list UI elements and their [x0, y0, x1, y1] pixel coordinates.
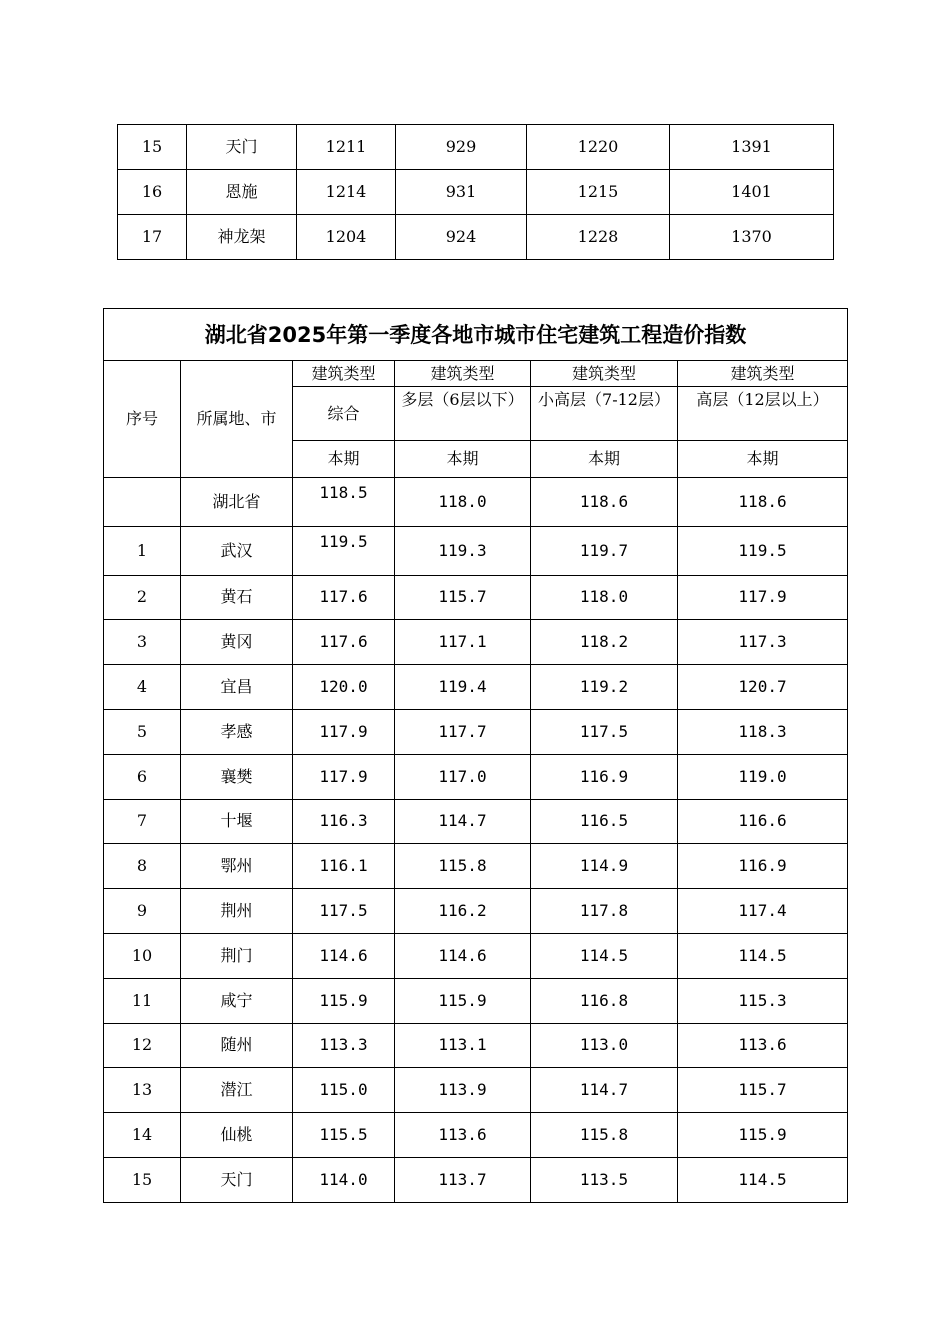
header-type-highrise: 高层（12层以上）: [678, 387, 848, 441]
row-value: 114.9: [531, 844, 678, 889]
row-value: 118.2: [531, 620, 678, 665]
row-city: 十堰: [181, 799, 293, 844]
table-row: [104, 1068, 848, 1113]
top-data-table: [117, 124, 834, 260]
header-period: 本期: [395, 441, 531, 478]
row-number: 15: [118, 125, 187, 170]
row-value: 115.7: [395, 575, 531, 620]
row-value: 119.3: [395, 526, 531, 575]
price-index-table: [103, 308, 848, 1203]
row-value: 1228: [527, 215, 670, 260]
row-value: 929: [396, 125, 527, 170]
header-period: 本期: [293, 441, 395, 478]
row-value: 116.1: [293, 844, 395, 889]
row-city: 鄂州: [181, 844, 293, 889]
row-value: 114.0: [293, 1157, 395, 1202]
row-value: 115.8: [531, 1113, 678, 1158]
row-value: 114.5: [678, 1157, 848, 1202]
row-value: 117.9: [293, 709, 395, 754]
row-city: 孝感: [181, 709, 293, 754]
row-value: 1214: [297, 170, 396, 215]
row-number: 6: [104, 754, 181, 799]
row-number: 14: [104, 1113, 181, 1158]
table-row: [104, 1113, 848, 1158]
table-row: [118, 215, 834, 260]
row-value: 113.6: [395, 1113, 531, 1158]
row-value: 113.9: [395, 1068, 531, 1113]
row-value: 119.5: [293, 526, 395, 575]
row-number: 16: [118, 170, 187, 215]
row-value: 1215: [527, 170, 670, 215]
row-city: 天门: [181, 1157, 293, 1202]
header-period: 本期: [531, 441, 678, 478]
row-city: 黄冈: [181, 620, 293, 665]
row-value: 116.2: [395, 889, 531, 934]
header-period: 本期: [678, 441, 848, 478]
row-number: 15: [104, 1157, 181, 1202]
row-city: 武汉: [181, 526, 293, 575]
row-value: 113.5: [531, 1157, 678, 1202]
header-type-composite: 综合: [293, 387, 395, 441]
row-value: 117.5: [293, 889, 395, 934]
table-row: [104, 665, 848, 710]
row-value: 118.3: [678, 709, 848, 754]
row-city: 黄石: [181, 575, 293, 620]
row-value: 120.0: [293, 665, 395, 710]
row-value: 118.6: [531, 478, 678, 527]
row-value: 117.1: [395, 620, 531, 665]
row-value: 120.7: [678, 665, 848, 710]
row-value: 116.9: [531, 754, 678, 799]
row-value: 1370: [670, 215, 834, 260]
row-value: 114.5: [678, 933, 848, 978]
row-value: 116.6: [678, 799, 848, 844]
row-number: 13: [104, 1068, 181, 1113]
row-value: 115.3: [678, 978, 848, 1023]
row-number: 7: [104, 799, 181, 844]
row-value: 114.7: [531, 1068, 678, 1113]
table-row: [104, 526, 848, 575]
row-number: 4: [104, 665, 181, 710]
row-value: 116.8: [531, 978, 678, 1023]
row-value: 115.7: [678, 1068, 848, 1113]
row-value: 1401: [670, 170, 834, 215]
row-city: 荆门: [181, 933, 293, 978]
row-value: 118.5: [293, 478, 395, 527]
row-city: 湖北省: [181, 478, 293, 527]
row-city: 潜江: [181, 1068, 293, 1113]
row-city: 宜昌: [181, 665, 293, 710]
table-row: [104, 933, 848, 978]
row-value: 115.8: [395, 844, 531, 889]
row-value: 117.6: [293, 620, 395, 665]
row-number: 9: [104, 889, 181, 934]
row-value: 119.7: [531, 526, 678, 575]
row-number: 12: [104, 1023, 181, 1068]
row-value: 119.2: [531, 665, 678, 710]
row-city: 仙桃: [181, 1113, 293, 1158]
row-city: 天门: [187, 125, 297, 170]
table-row: [104, 978, 848, 1023]
header-type-label: 建筑类型: [678, 361, 848, 387]
row-value: 114.7: [395, 799, 531, 844]
header-type-midrise: 小高层（7-12层）: [531, 387, 678, 441]
row-value: 117.5: [531, 709, 678, 754]
header-type-label: 建筑类型: [531, 361, 678, 387]
row-city: 随州: [181, 1023, 293, 1068]
row-value: 1391: [670, 125, 834, 170]
row-value: 118.0: [395, 478, 531, 527]
table-row: [104, 620, 848, 665]
table-row: [118, 170, 834, 215]
row-number: 11: [104, 978, 181, 1023]
table-row: [104, 1157, 848, 1202]
header-region: 所属地、市: [181, 361, 293, 478]
row-number: 1: [104, 526, 181, 575]
row-value: 113.1: [395, 1023, 531, 1068]
row-value: 116.3: [293, 799, 395, 844]
row-value: 117.7: [395, 709, 531, 754]
row-value: 116.9: [678, 844, 848, 889]
row-value: 119.4: [395, 665, 531, 710]
row-number: 5: [104, 709, 181, 754]
row-city: 襄樊: [181, 754, 293, 799]
row-value: 116.5: [531, 799, 678, 844]
table-row: [118, 125, 834, 170]
row-value: 119.0: [678, 754, 848, 799]
row-value: 117.8: [531, 889, 678, 934]
row-value: 117.0: [395, 754, 531, 799]
row-value: 114.6: [293, 933, 395, 978]
row-value: 113.0: [531, 1023, 678, 1068]
table-title: 湖北省2025年第一季度各地市城市住宅建筑工程造价指数: [104, 309, 848, 361]
row-value: 924: [396, 215, 527, 260]
row-value: 117.9: [678, 575, 848, 620]
row-number: 2: [104, 575, 181, 620]
row-value: 1204: [297, 215, 396, 260]
row-value: 115.9: [293, 978, 395, 1023]
row-value: 117.3: [678, 620, 848, 665]
row-value: 113.3: [293, 1023, 395, 1068]
row-value: 114.5: [531, 933, 678, 978]
table-row: [104, 799, 848, 844]
row-city: 咸宁: [181, 978, 293, 1023]
table-row: [104, 478, 848, 527]
header-type-label: 建筑类型: [395, 361, 531, 387]
row-value: 117.4: [678, 889, 848, 934]
row-value: 113.7: [395, 1157, 531, 1202]
table-row: [104, 709, 848, 754]
row-value: 1211: [297, 125, 396, 170]
row-value: 113.6: [678, 1023, 848, 1068]
header-type-label: 建筑类型: [293, 361, 395, 387]
row-value: 1220: [527, 125, 670, 170]
row-number: [104, 478, 181, 527]
row-city: 神龙架: [187, 215, 297, 260]
table-row: [104, 1023, 848, 1068]
row-value: 115.0: [293, 1068, 395, 1113]
row-city: 恩施: [187, 170, 297, 215]
row-value: 119.5: [678, 526, 848, 575]
row-value: 115.9: [678, 1113, 848, 1158]
row-value: 117.6: [293, 575, 395, 620]
table-row: [104, 575, 848, 620]
row-city: 荆州: [181, 889, 293, 934]
row-value: 118.0: [531, 575, 678, 620]
row-value: 931: [396, 170, 527, 215]
row-value: 115.5: [293, 1113, 395, 1158]
row-number: 17: [118, 215, 187, 260]
row-number: 8: [104, 844, 181, 889]
row-value: 115.9: [395, 978, 531, 1023]
row-number: 10: [104, 933, 181, 978]
table-row: [104, 844, 848, 889]
row-number: 3: [104, 620, 181, 665]
row-value: 117.9: [293, 754, 395, 799]
table-row: [104, 754, 848, 799]
header-seq: 序号: [104, 361, 181, 478]
table-row: [104, 889, 848, 934]
row-value: 118.6: [678, 478, 848, 527]
row-value: 114.6: [395, 933, 531, 978]
header-type-multistory: 多层（6层以下）: [395, 387, 531, 441]
